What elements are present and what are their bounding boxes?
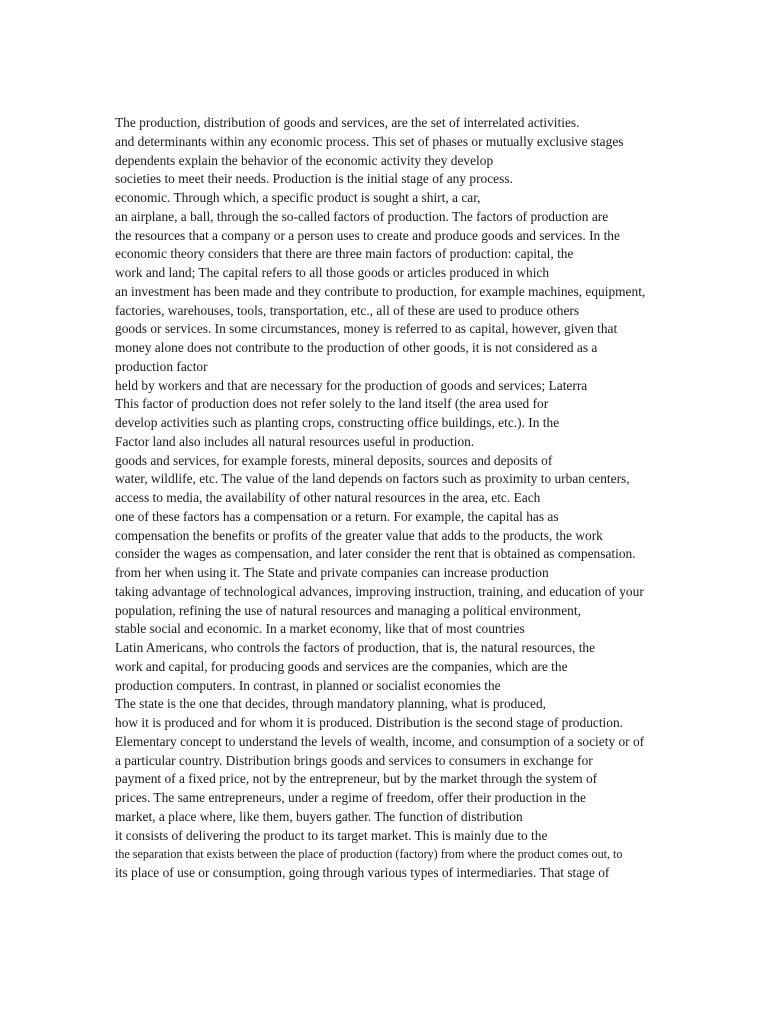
text-line: held by workers and that are necessary for the production of goods and services; Laterra bbox=[115, 377, 588, 393]
text-line: from her when using it. The State and private companies can increase production bbox=[115, 565, 549, 580]
text-line: access to media, the availability of other natural resources in the area, etc. Each bbox=[115, 490, 541, 505]
text-line: work and capital, for producing goods and services are the companies, which are the bbox=[115, 658, 568, 674]
text-line: the separation that exists between the place of production (factory) from where the product comes out, to bbox=[115, 847, 623, 862]
text-line: goods and services, for example forests, mineral deposits, sources and deposits of bbox=[115, 452, 553, 468]
text-line: and determinants within any economic process. This set of phases or mutually exclusive stages bbox=[115, 133, 624, 149]
text-line: its place of use or consumption, going through various types of intermediaries. That stage of bbox=[115, 865, 610, 880]
text-line: factories, warehouses, tools, transportation, etc., all of these are used to produce others bbox=[115, 302, 580, 318]
text-line: consider the wages as compensation, and later consider the rent that is obtained as compensation. bbox=[115, 546, 636, 562]
text-line: it consists of delivering the product to its target market. This is mainly due to the bbox=[115, 827, 548, 843]
text-line: dependents explain the behavior of the economic activity they develop bbox=[115, 152, 494, 168]
text-line: The state is the one that decides, through mandatory planning, what is produced, bbox=[115, 696, 546, 712]
text-line: money alone does not contribute to the production of other goods, it is not considered as a bbox=[115, 340, 598, 355]
text-line: production computers. In contrast, in planned or socialist economies the bbox=[115, 677, 501, 693]
text-line: The production, distribution of goods and services, are the set of interrelated activities. bbox=[115, 115, 580, 130]
text-line: market, a place where, like them, buyers gather. The function of distribution bbox=[115, 808, 523, 824]
text-line: work and land; The capital refers to all those goods or articles produced in which bbox=[115, 265, 550, 280]
text-line: economic theory considers that there are three main factors of production: capital, the bbox=[115, 246, 574, 262]
text-line: an airplane, a ball, through the so-called factors of production. The factors of production are bbox=[115, 208, 609, 224]
text-line: payment of a fixed price, not by the entrepreneur, but by the market through the system of bbox=[115, 771, 598, 787]
text-line: Factor land also includes all natural resources useful in production. bbox=[115, 433, 475, 449]
text-line: an investment has been made and they contribute to production, for example machines, equipment, bbox=[115, 283, 646, 299]
text-line: production factor bbox=[115, 358, 208, 374]
body-text bbox=[115, 114, 655, 883]
text-line: the resources that a company or a person uses to create and produce goods and services. In the bbox=[115, 227, 620, 243]
text-line: a particular country. Distribution brings goods and services to consumers in exchange for bbox=[115, 752, 593, 768]
text-line: economic. Through which, a specific product is sought a shirt, a car, bbox=[115, 190, 481, 205]
text-line: taking advantage of technological advances, improving instruction, training, and education of your bbox=[115, 583, 644, 599]
text-line: one of these factors has a compensation or a return. For example, the capital has as bbox=[115, 508, 559, 524]
text-line: stable social and economic. In a market economy, like that of most countries bbox=[115, 621, 525, 637]
text-line: compensation the benefits or profits of the greater value that adds to the products, the work bbox=[115, 527, 603, 543]
text-line: This factor of production does not refer solely to the land itself (the area used for bbox=[115, 396, 549, 412]
text-line: goods or services. In some circumstances, money is referred to as capital, however, given that bbox=[115, 321, 618, 337]
text-line: Elementary concept to understand the levels of wealth, income, and consumption of a society or of bbox=[115, 733, 645, 749]
text-line: Latin Americans, who controls the factors of production, that is, the natural resources, the bbox=[115, 640, 596, 655]
text-line: population, refining the use of natural resources and managing a political environment, bbox=[115, 602, 581, 618]
text-line: societies to meet their needs. Production is the initial stage of any process. bbox=[115, 171, 513, 187]
text-line: develop activities such as planting crops, constructing office buildings, etc.). In the bbox=[115, 415, 560, 430]
text-line: prices. The same entrepreneurs, under a regime of freedom, offer their production in the bbox=[115, 790, 586, 805]
text-line: water, wildlife, etc. The value of the land depends on factors such as proximity to urban centers, bbox=[115, 471, 630, 487]
text-line: how it is produced and for whom it is produced. Distribution is the second stage of production. bbox=[115, 715, 624, 730]
